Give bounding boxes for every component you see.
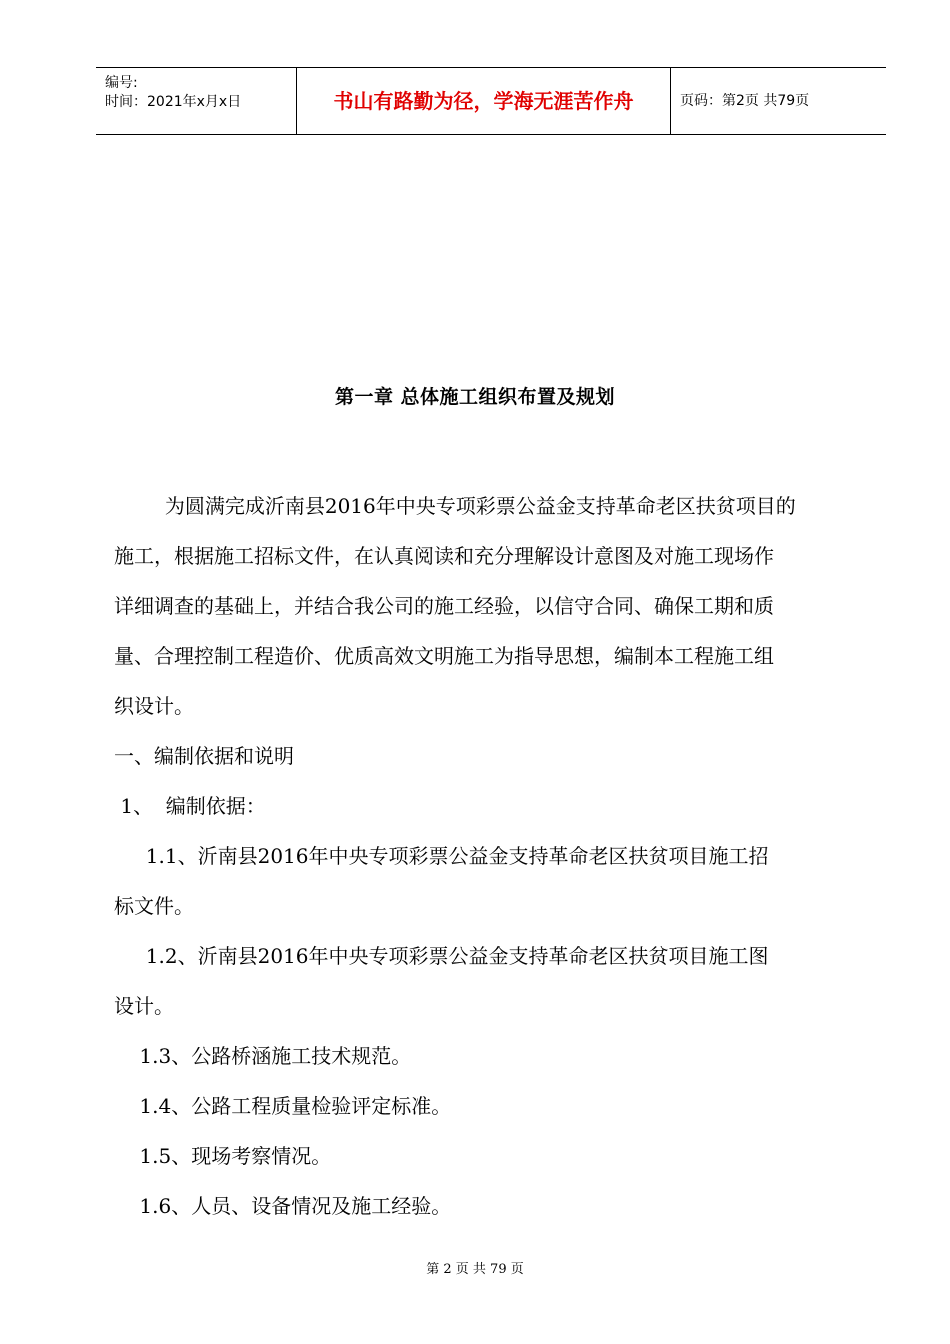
body-line: 施工，根据施工招标文件，在认真阅读和充分理解设计意图及对施工现场作 (114, 544, 774, 568)
list-item: 1.3、公路桥涵施工技术规范。 (114, 1044, 412, 1068)
list-item: 1.1、沂南县2016年中央专项彩票公益金支持革命老区扶贫项目施工招 (114, 844, 769, 868)
page-header (96, 67, 886, 135)
body-line: 标文件。 (114, 894, 194, 918)
list-item: 1.6、人员、设备情况及施工经验。 (114, 1194, 452, 1218)
body-line: 详细调查的基础上，并结合我公司的施工经验，以信守合同、确保工期和质 (114, 594, 774, 618)
body-line: 为圆满完成沂南县2016年中央专项彩票公益金支持革命老区扶贫项目的 (114, 494, 796, 518)
section-heading: 一、编制依据和说明 (114, 744, 294, 768)
list-item: 1.2、沂南县2016年中央专项彩票公益金支持革命老区扶贫项目施工图 (114, 944, 769, 968)
header-motto: 书山有路勤为径，学海无涯苦作舟 (297, 68, 671, 134)
list-item: 1.4、公路工程质量检验评定标准。 (114, 1094, 452, 1118)
header-meta (96, 68, 297, 134)
subsection-heading: 1、 编制依据： (114, 794, 266, 818)
body-line: 织设计。 (114, 694, 194, 718)
page-footer: 第 2 页 共 79 页 (426, 1262, 524, 1277)
document-time-label: 时间：2021年x月x日 (105, 94, 242, 110)
header-page-number: 页码：第2页 共79页 (680, 93, 810, 109)
body-line: 量、合理控制工程造价、优质高效文明施工为指导思想，编制本工程施工组 (114, 644, 774, 668)
chapter-title: 第一章 总体施工组织布置及规划 (334, 386, 616, 408)
document-number-label: 编号: (105, 75, 138, 91)
body-line: 设计。 (114, 994, 174, 1018)
list-item: 1.5、现场考察情况。 (114, 1144, 332, 1168)
